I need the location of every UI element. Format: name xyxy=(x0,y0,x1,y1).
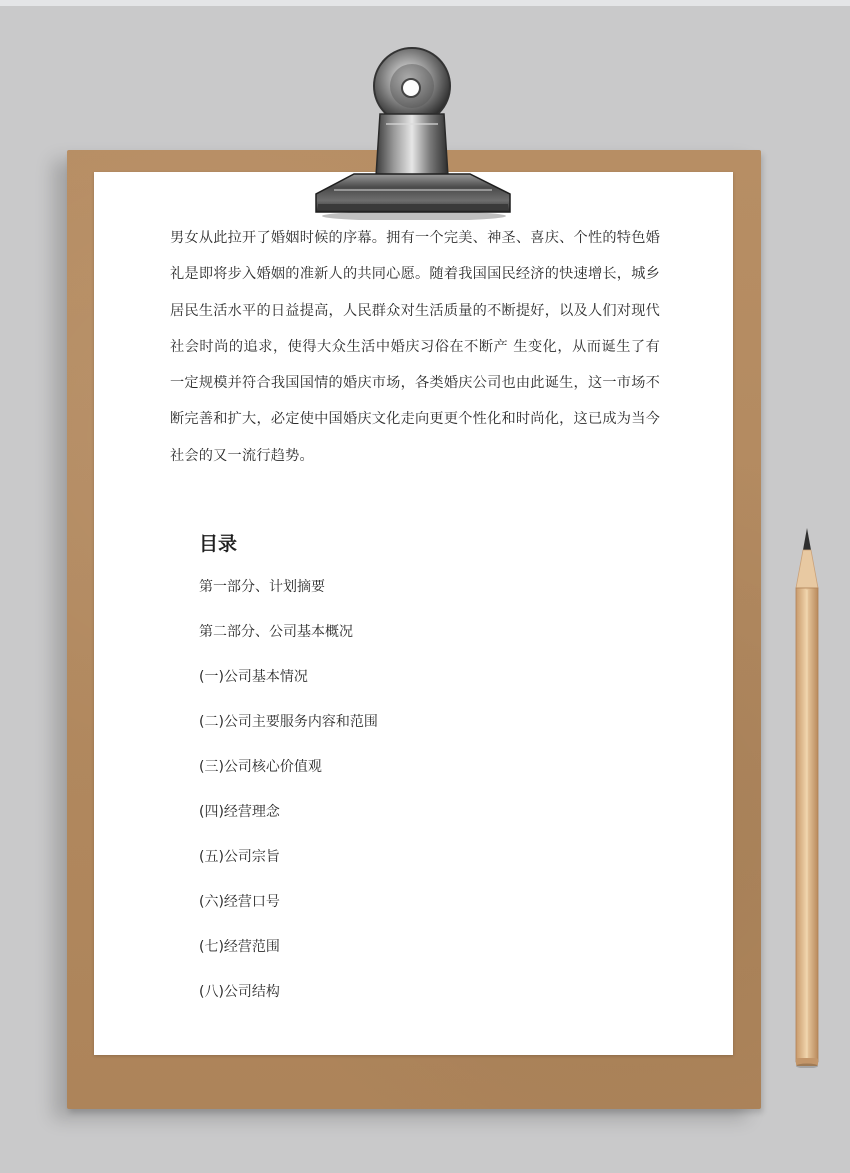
toc-item-part-1: 第一部分、计划摘要 xyxy=(199,579,325,595)
intro-paragraph: 男女从此拉开了婚姻时候的序幕。拥有一个完美、神圣、喜庆、个性的特色婚礼是即将步入婚姻的准新人的共同心愿。随着我国国民经济的快速增长，城乡居民生活水平的日益提高，人民群众对生活质量的不断提好，以及人们对现代社会时尚的追求，使得大众生活中婚庆习俗在不断产 生变化，从而诞生了有一定规模并符合我国国情的婚庆市场，各类婚庆公司也由此诞生，这一市场不断完善和扩大，必定使中国婚庆文化走向更更个性化和时尚化，这已成为当今社会的又一流行趋势。 xyxy=(170,230,660,464)
toc-list xyxy=(199,574,378,1024)
toc-item-8: (八)公司结构 xyxy=(199,984,280,1000)
toc-item-5: (五)公司宗旨 xyxy=(199,849,280,865)
pencil-icon xyxy=(794,528,820,1068)
top-strip xyxy=(0,0,850,6)
toc-item-1: (一)公司基本情况 xyxy=(199,669,308,685)
toc-title: 目录 xyxy=(199,533,238,555)
toc-item-7: (七)经营范围 xyxy=(199,939,280,955)
toc-item-3: (三)公司核心价值观 xyxy=(199,759,322,775)
toc-item-4: (四)经营理念 xyxy=(199,804,280,820)
binder-clip-icon xyxy=(314,44,512,220)
toc-item-part-2: 第二部分、公司基本概况 xyxy=(199,624,353,640)
toc-item-6: (六)经营口号 xyxy=(199,894,280,910)
toc-item-2: (二)公司主要服务内容和范围 xyxy=(199,714,378,730)
